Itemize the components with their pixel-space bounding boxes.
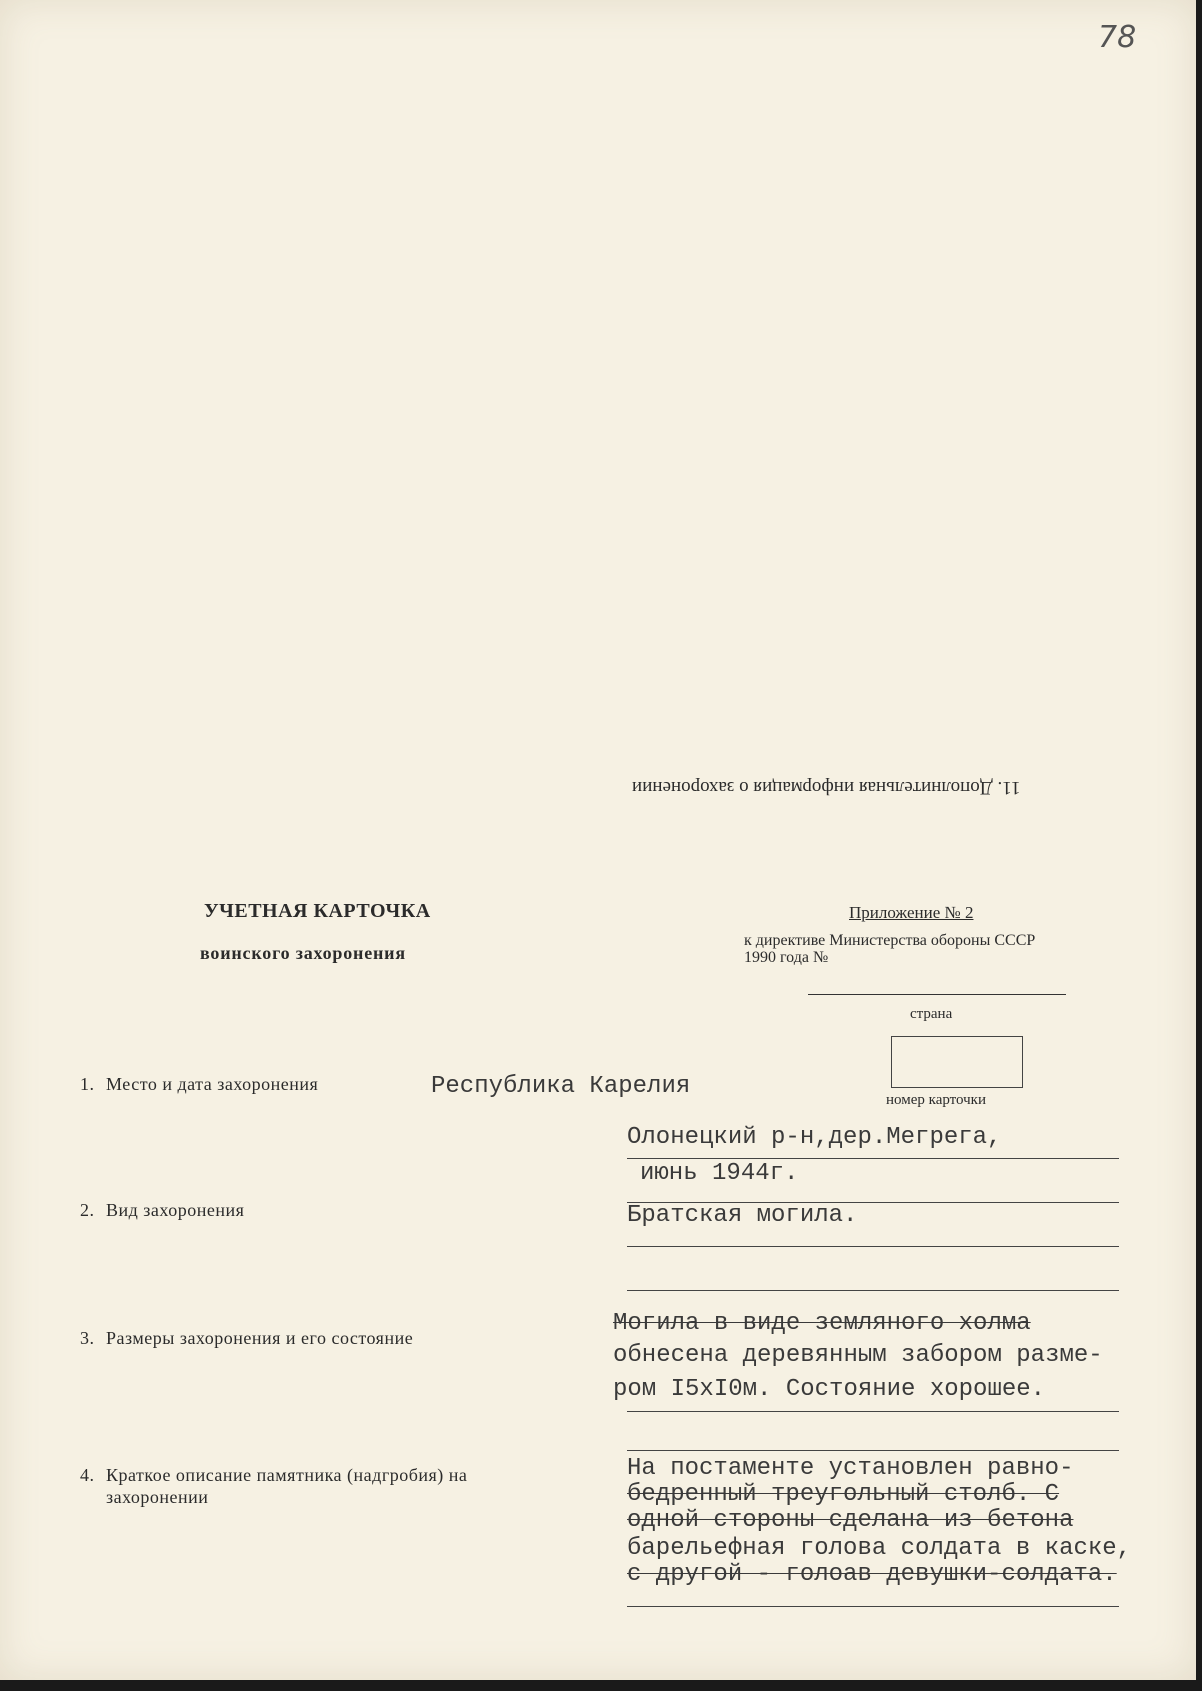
field-3-label: [80, 1328, 413, 1349]
field-1-value-inline: Республика Карелия: [431, 1073, 691, 1100]
field-3-rule-1: [627, 1411, 1119, 1412]
upside-down-heading: 11. Дополнительная информация о захоронении: [632, 777, 1021, 798]
field-1-rule-1: [627, 1158, 1119, 1159]
directive-text: [744, 932, 1035, 966]
field-3-number: 3.: [80, 1328, 95, 1348]
field-3-rule-2: [627, 1450, 1119, 1451]
directive-line-2: 1990 года №: [744, 949, 829, 966]
field-4-label-line-1: Краткое описание памятника (надгробия) на: [106, 1465, 468, 1485]
field-4-value-line-3: одной стороны сделана из бетона: [627, 1507, 1074, 1534]
field-2-value-line-1: Братская могила.: [627, 1202, 858, 1229]
field-2-rule-2: [627, 1290, 1119, 1291]
appendix-label: Приложение № 2: [849, 903, 974, 922]
field-2-number: 2.: [80, 1200, 95, 1220]
field-4-value-line-2: бедренный треугольный столб. С: [627, 1481, 1060, 1508]
field-4-value-line-4: барельефная голова солдата в каске,: [627, 1535, 1132, 1562]
card-title: УЧЕТНАЯ КАРТОЧКА: [204, 900, 431, 922]
country-label: страна: [910, 1006, 953, 1022]
field-1-label: [80, 1074, 318, 1095]
field-3-value-line-3: ром I5хI0м. Состояние хорошее.: [613, 1376, 1046, 1403]
field-3-value-line-2: обнесена деревянным забором разме-: [613, 1342, 1103, 1369]
field-2-rule-1: [627, 1246, 1119, 1247]
field-4-rule-1: [627, 1606, 1119, 1607]
field-2-label-text: Вид захоронения: [106, 1200, 245, 1220]
field-1-number: 1.: [80, 1074, 95, 1094]
field-4-label: [80, 1464, 467, 1508]
field-4-value-line-5: с другой - голоав девушки-солдата.: [627, 1561, 1117, 1588]
field-4-value-line-1: На постаменте установлен равно-: [627, 1455, 1074, 1482]
page-number: 78: [1098, 20, 1137, 55]
card-number-label: номер карточки: [886, 1092, 986, 1108]
card-subtitle: воинского захоронения: [200, 943, 406, 963]
card-number-box: [891, 1036, 1023, 1088]
field-1-label-text: Место и дата захоронения: [106, 1074, 319, 1094]
directive-line-1: к директиве Министерства обороны СССР: [744, 932, 1036, 949]
country-line: [808, 994, 1066, 995]
field-3-value-line-1: Могила в виде земляного холма: [613, 1310, 1031, 1337]
field-4-number: 4.: [80, 1465, 95, 1485]
field-4-label-line-2: захоронении: [106, 1487, 209, 1507]
field-2-label: [80, 1200, 244, 1221]
field-1-value-line-1: Олонецкий р-н,дер.Мегрега,: [627, 1124, 1002, 1151]
field-3-label-text: Размеры захоронения и его состояние: [106, 1328, 414, 1348]
field-1-value-line-2: июнь 1944г.: [640, 1160, 799, 1187]
